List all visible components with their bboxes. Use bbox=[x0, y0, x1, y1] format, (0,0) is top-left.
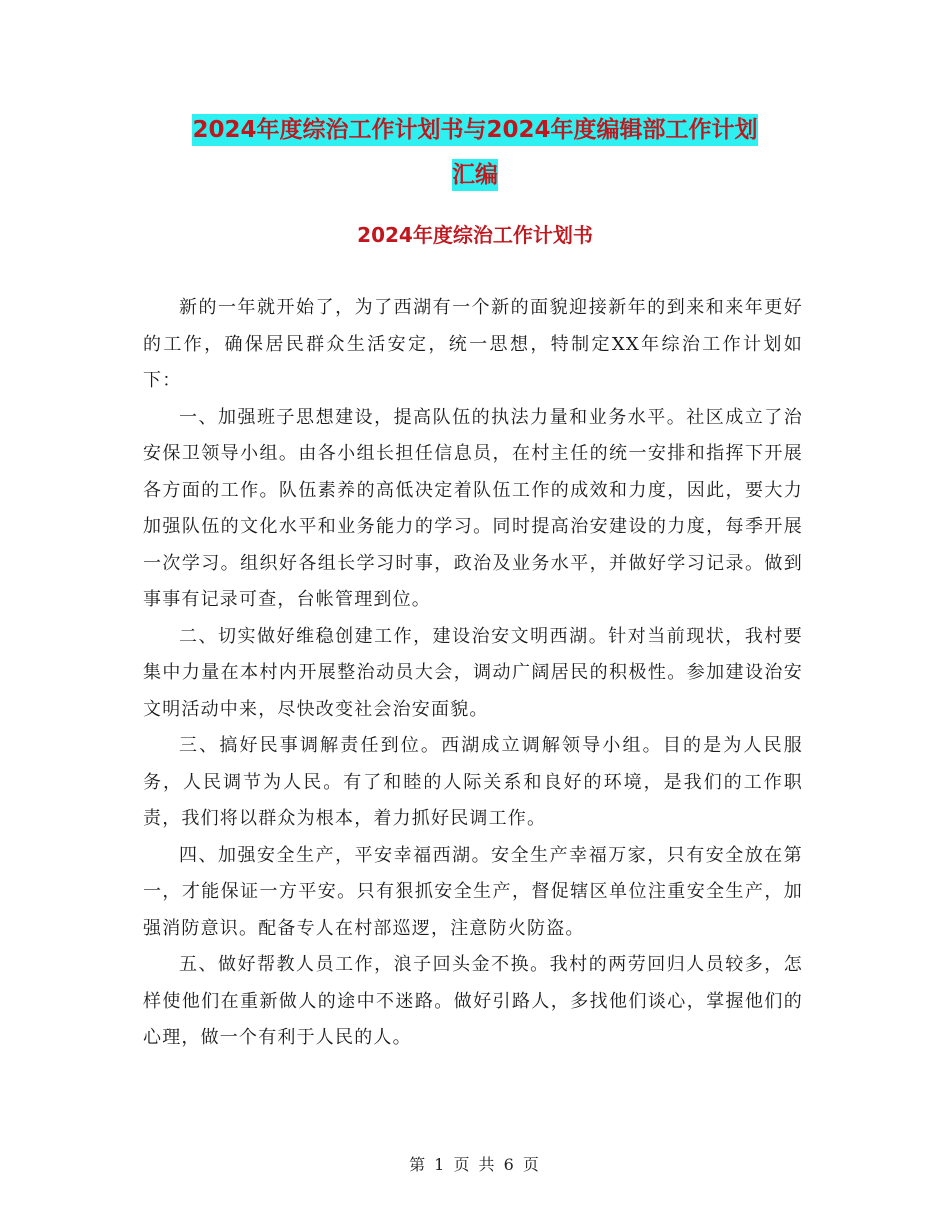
paragraph-item-3: 三、搞好民事调解责任到位。西湖成立调解领导小组。目的是为人民服务，人民调节为人民。有了和睦的人际关系和良好的环境，是我们的工作职责，我们将以群众为根本，着力抓好民调工作。 bbox=[143, 735, 803, 829]
paragraph-intro: 新的一年就开始了，为了西湖有一个新的面貌迎接新年的到来和来年更好的工作，确保居民群众生活安定，统一思想，特制定XX年综治工作计划如下： bbox=[143, 297, 803, 391]
document-title bbox=[150, 108, 800, 198]
page-number-footer: 第 1 页 共 6 页 bbox=[409, 1155, 541, 1174]
section-title: 2024年度综治工作计划书 bbox=[357, 223, 593, 247]
paragraph-item-5: 五、做好帮教人员工作，浪子回头金不换。我村的两劳回归人员较多，怎样使他们在重新做人的途中不迷路。做好引路人，多找他们谈心，掌握他们的心理，做一个有利于人民的人。 bbox=[143, 954, 803, 1048]
paragraph-item-4: 四、加强安全生产，平安幸福西湖。安全生产幸福万家，只有安全放在第一，才能保证一方平安。只有狠抓安全生产，督促辖区单位注重安全生产，加强消防意识。配备专人在村部巡逻，注意防火防盗。 bbox=[143, 844, 803, 939]
document-title-line2: 汇编 bbox=[452, 159, 498, 191]
document-title-line1: 2024年度综治工作计划书与2024年度编辑部工作计划 bbox=[192, 114, 757, 146]
paragraph-item-1: 一、加强班子思想建设，提高队伍的执法力量和业务水平。社区成立了治安保卫领导小组。由各小组长担任信息员，在村主任的统一安排和指挥下开展各方面的工作。队伍素养的高低决定着队伍工作的成效和力度，因此，要大力加强队伍的文化水平和业务能力的学习。同时提高治安建设的力度，每季开展一次学习。组织好各组长学习时事，政治及业务水平，并做好学习记录。做到事事有记录可查，台帐管理到位。 bbox=[143, 406, 803, 610]
paragraph-item-2: 二、切实做好维稳创建工作，建设治安文明西湖。针对当前现状，我村要集中力量在本村内开展整治动员大会，调动广阔居民的积极性。参加建设治安文明活动中来，尽快改变社会治安面貌。 bbox=[143, 625, 803, 720]
document-body bbox=[143, 290, 803, 1057]
